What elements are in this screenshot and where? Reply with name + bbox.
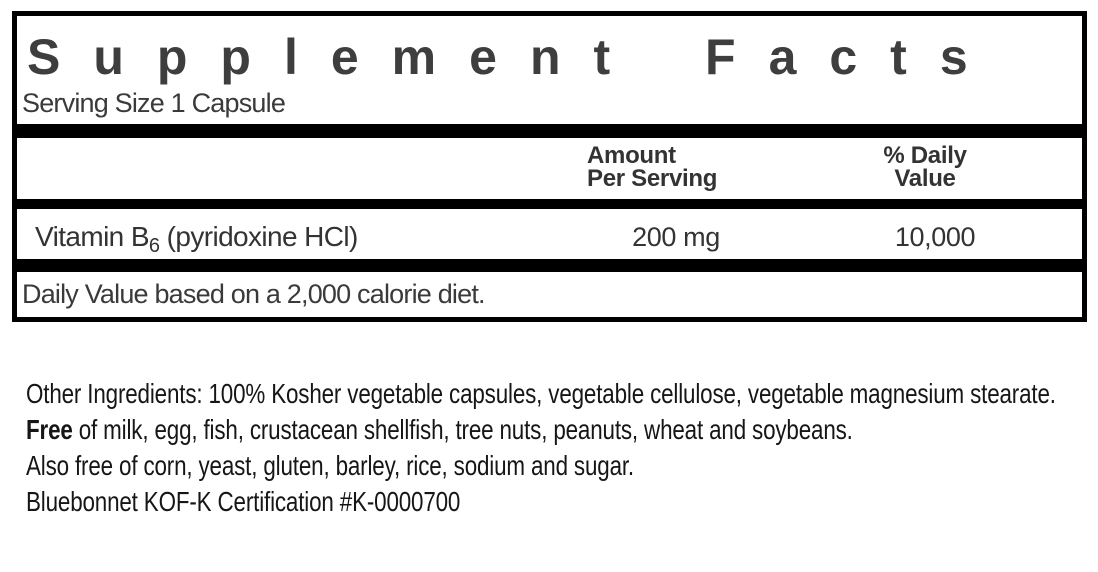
column-header-daily-value — [815, 144, 1035, 190]
other-ingredients-text: Other Ingredients: 100% Kosher vegetable capsules, vegetable cellulose, vegetable magnesium stearate. — [26, 378, 1056, 409]
allergen-free-text — [26, 413, 1072, 446]
column-header-amount — [587, 144, 717, 190]
ingredient-daily-value: 10,000 — [894, 222, 976, 252]
serving-size-text: Serving Size 1 Capsule — [22, 88, 286, 118]
column-header-dv-line1: % Daily — [883, 142, 967, 169]
thick-rule-middle — [17, 199, 1082, 209]
ingredient-name-subscript: 6 — [148, 235, 160, 257]
panel-title: Supplement Facts — [27, 29, 1001, 85]
column-header-amount-line1: Amount — [587, 142, 676, 169]
ingredient-name-suffix: (pyridoxine HCl) — [159, 221, 358, 252]
also-free-text: Also free of corn, yeast, gluten, barley, rice, sodium and sugar. — [26, 450, 634, 481]
column-header-dv-line2: Value — [894, 165, 956, 192]
ingredient-amount-value: 200 mg — [632, 222, 720, 252]
label-notes — [26, 377, 1072, 521]
allergen-free-rest: of milk, egg, fish, crustacean shellfish, tree nuts, peanuts, wheat and soybeans. — [72, 414, 853, 445]
ingredient-name-prefix: Vitamin B — [35, 221, 149, 252]
thick-rule-top — [17, 124, 1082, 138]
column-header-amount-line2: Per Serving — [587, 165, 718, 192]
ingredient-name — [35, 222, 358, 261]
kosher-certification-text: Bluebonnet KOF-K Certification #K-0000700 — [26, 486, 461, 517]
thick-rule-bottom — [17, 259, 1082, 272]
allergen-free-bold: Free — [26, 414, 73, 445]
daily-value-footnote: Daily Value based on a 2,000 calorie diet. — [22, 279, 485, 309]
supplement-facts-panel — [12, 11, 1087, 322]
